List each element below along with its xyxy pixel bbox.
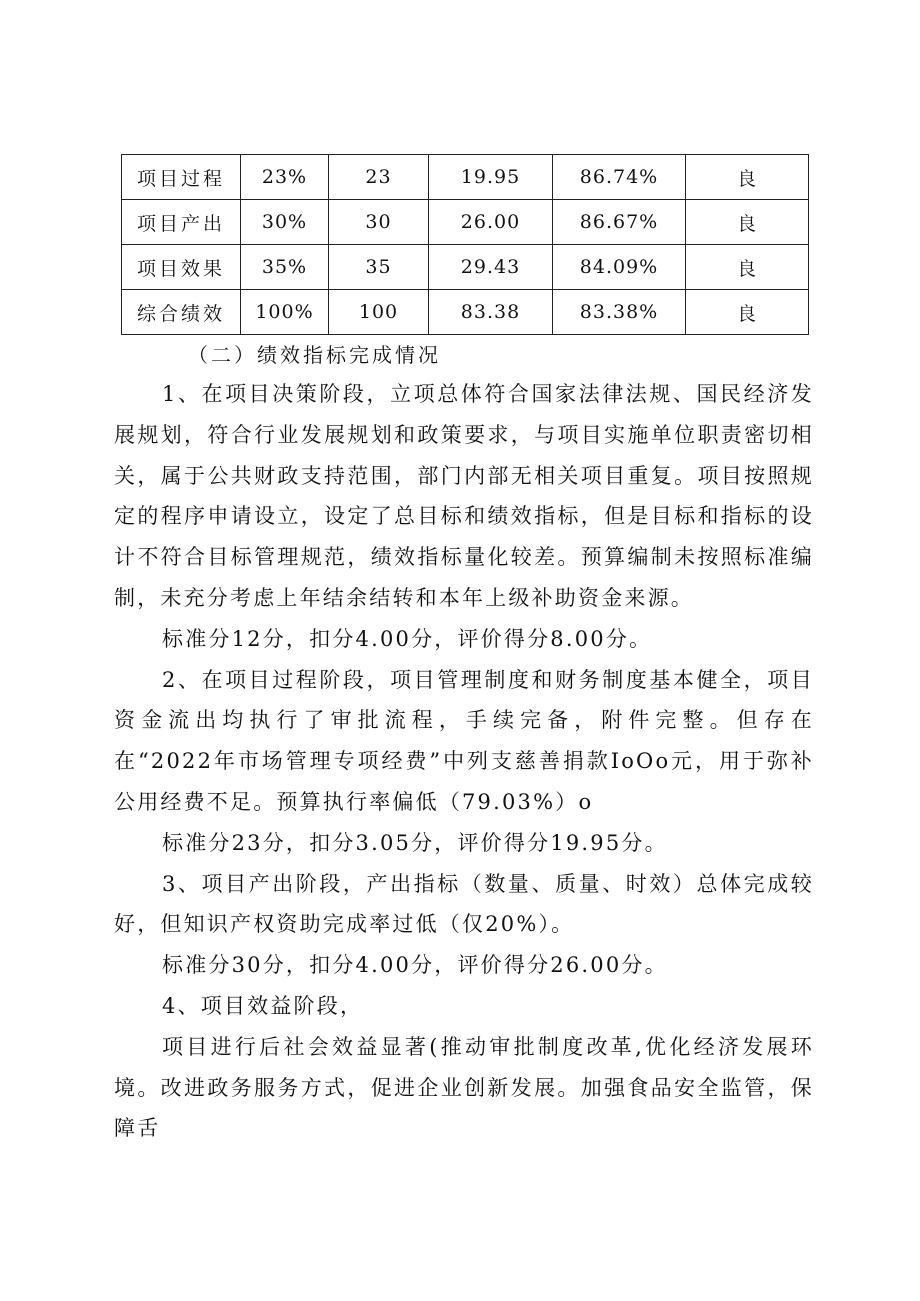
body-text xyxy=(114,374,814,1149)
grade-cell: 良 xyxy=(686,200,809,245)
standard-score-cell: 30 xyxy=(329,200,429,245)
paragraph-output-stage: 3、项目产出阶段，产出指标（数量、质量、时效）总体完成较好，但知识产权资助完成率过低（仅20%）。 xyxy=(114,871,814,937)
section-heading: （二）绩效指标完成情况 xyxy=(188,343,441,367)
weight-cell: 100% xyxy=(241,290,329,335)
grade-cell: 良 xyxy=(686,245,809,290)
table-row xyxy=(122,155,809,200)
grade-cell: 良 xyxy=(686,290,809,335)
table-row xyxy=(122,290,809,335)
weight-cell: 30% xyxy=(241,200,329,245)
standard-score-cell: 35 xyxy=(329,245,429,290)
score-rate-cell: 84.09% xyxy=(553,245,686,290)
paragraph-decision-stage: 1、在项目决策阶段，立项总体符合国家法律法规、国民经济发展规划，符合行业发展规划和政策要求，与项目实施单位职责密切相关，属于公共财政支持范围，部门内部无相关项目重复。项目按照规定的程序申请设立，设定了总目标和绩效指标，但是目标和指标的设计不符合目标管理规范，绩效指标量化较差。预算编制未按照标准编制，未充分考虑上年结余结转和本年上级补助资金来源。 xyxy=(114,382,814,610)
grade-cell: 良 xyxy=(686,155,809,200)
weight-cell: 35% xyxy=(241,245,329,290)
score-cell: 83.38 xyxy=(429,290,553,335)
weight-cell: 23% xyxy=(241,155,329,200)
paragraph-benefit-heading: 4、项目效益阶段， xyxy=(162,993,364,1018)
score-cell: 26.00 xyxy=(429,200,553,245)
row-name-cell: 项目产出 xyxy=(122,200,241,245)
paragraph-benefit-stage: 项目进行后社会效益显著(推动审批制度改革,优化经济发展环境。改进政务服务方式，促进企业创新发展。加强食品安全监管，保障舌 xyxy=(114,1034,814,1141)
score-rate-cell: 83.38% xyxy=(553,290,686,335)
score-cell: 29.43 xyxy=(429,245,553,290)
score-cell: 19.95 xyxy=(429,155,553,200)
table-row xyxy=(122,245,809,290)
performance-score-table xyxy=(121,154,809,335)
standard-score-cell: 23 xyxy=(329,155,429,200)
row-name-cell: 项目效果 xyxy=(122,245,241,290)
standard-score-cell: 100 xyxy=(329,290,429,335)
paragraph-output-score: 标准分30分，扣分4.00分，评价得分26.00分。 xyxy=(162,953,668,978)
row-name-cell: 项目过程 xyxy=(122,155,241,200)
paragraph-process-stage: 2、在项目过程阶段，项目管理制度和财务制度基本健全，项目资金流出均执行了审批流程，手续完备，附件完整。但存在在“2022年市场管理专项经费”中列支慈善捐款IoOo元，用于弥补公用经费不足。预算执行率偏低（79.03%）o xyxy=(114,667,814,814)
table-row xyxy=(122,200,809,245)
paragraph-decision-score: 标准分12分，扣分4.00分，评价得分8.00分。 xyxy=(162,626,653,651)
paragraph-process-score: 标准分23分，扣分3.05分，评价得分19.95分。 xyxy=(162,830,668,855)
row-name-cell: 综合绩效 xyxy=(122,290,241,335)
score-rate-cell: 86.67% xyxy=(553,200,686,245)
score-rate-cell: 86.74% xyxy=(553,155,686,200)
